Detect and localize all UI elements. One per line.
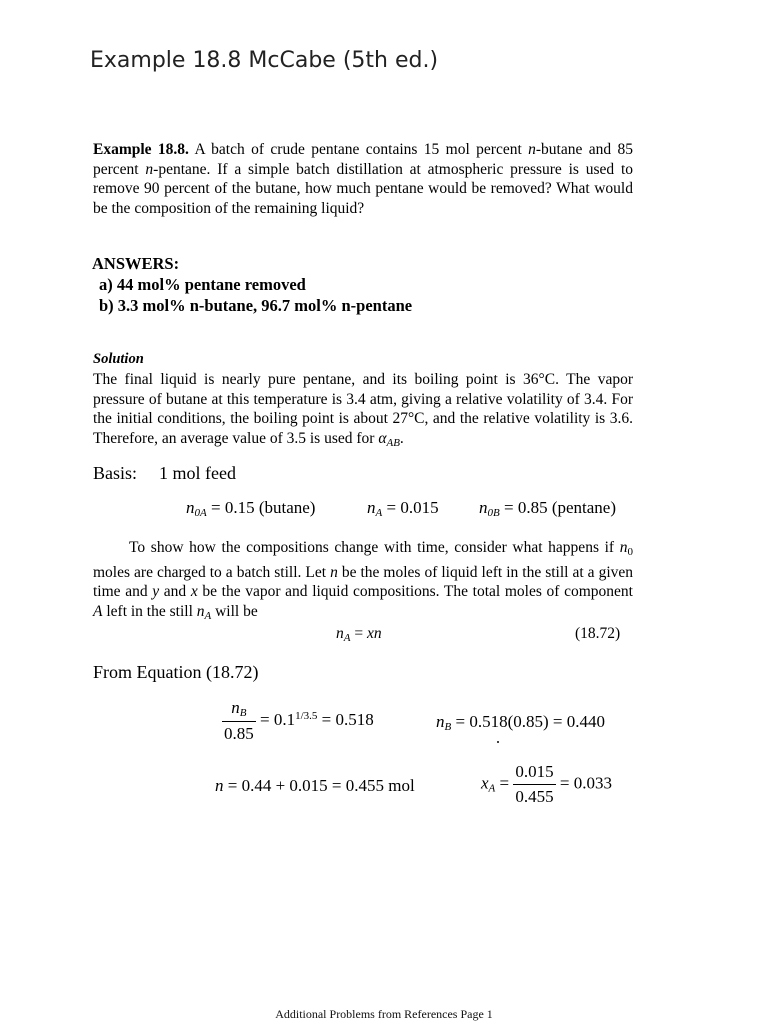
problem-label: Example 18.8. [93,141,189,158]
calc-result: = 0.518(0.85) = 0.440 [451,712,605,731]
calc-result: = 0.518 [317,709,374,729]
solution-text [93,370,633,453]
calc-n-total [215,776,415,796]
basis-equation-1 [186,498,315,519]
para-text: be the moles of liquid left in the still at a given time and [93,563,633,600]
calc-text: = 0.44 + 0.015 = 0.455 mol [223,776,415,795]
problem-statement [93,140,633,218]
problem-text: -butane and 85 percent [93,141,633,178]
para-text: be the vapor and liquid compositions. The total moles of component [197,583,633,600]
fraction-nb-over-085 [222,698,256,744]
basis-eq-value: = 0.15 (butane) [206,498,316,517]
para-text: and [159,583,191,600]
para-text: To show how the compositions change with time, consider what happens if [129,539,620,556]
problem-text: A batch of crude pentane contains 15 mol percent [188,141,529,158]
subscript: 0B [487,507,500,519]
basis-eq-value: = 0.015 [382,498,439,517]
paragraph-compositions [93,538,633,626]
var-n: n [215,776,224,795]
fraction-numerator: 0.015 [513,762,555,785]
var-n: n [619,539,628,556]
answers-block [92,253,412,316]
var-n: n [145,160,154,178]
answer-b: b) 3.3 mol% n-butane, 96.7 mol% n-pentane [99,296,413,315]
solution-body: The final liquid is nearly pure pentane, and its boiling point is 36°C. The vapor pressure of butane at this temperature is 3.4 atm, giving a relative volatility of 3.4. For the initial conditions, the boiling point is about 27°C, and the relative volatility is 3.6. Therefore, an average value of 3.5 is used for [93,371,633,447]
calc-text: = 0.1 [255,709,296,729]
basis-eq-value: = 0.85 (pentane) [499,498,617,517]
var-x: x [481,773,489,793]
var-y: y [152,583,160,600]
calc-result: = 0.033 [555,773,612,793]
para-text: will be [211,602,258,620]
equals: = [350,625,367,642]
basis-equation-2 [367,498,439,519]
basis-line [93,463,236,484]
var-n: n [196,602,205,620]
superscript: 1/3.5 [295,709,318,722]
page-footer: Additional Problems from References Page 1 [275,1007,493,1021]
var-n: n [367,498,376,517]
problem-text: -pentane. If a simple batch distillation at atmospheric pressure is used to remove 90 percent of the butane, how much pentane would be removed? What would be the composition of the remaining liquid? [93,160,634,217]
subscript: B [444,721,452,733]
calc-nb-value [436,712,605,733]
var-n: n [336,625,344,642]
subscript: A [488,782,496,795]
para-text: moles are charged to a batch still. Let [93,563,331,581]
period: . [399,429,404,447]
var-A: A [93,602,103,620]
stray-mark [497,741,499,743]
subscript: 0A [194,507,207,519]
var-n: n [528,141,536,158]
var-n: n [186,498,195,517]
answers-heading: ANSWERS: [92,254,180,273]
basis-equation-3 [479,498,616,519]
equation-18-72 [336,625,382,644]
alpha-symbol: α [378,429,387,447]
var-n: n [479,498,488,517]
subscript: A [375,507,383,519]
calc-nb-ratio [222,698,374,744]
page-title: Example 18.8 McCabe (5th ed.) [90,48,439,73]
basis-label: Basis: [93,463,138,483]
equals: = [495,773,514,793]
var-x: x [190,583,198,600]
para-text: left in the still [102,602,197,620]
alpha-subscript: AB [386,436,400,449]
subscript: 0 [627,546,633,558]
answer-a: a) 44 mol% pentane removed [99,275,306,294]
var-n: n [330,563,338,581]
calc-xa [481,762,612,807]
subscript: A [204,609,212,622]
var-xn: xn [366,625,382,642]
fraction-015-over-0455 [513,762,555,807]
from-equation-heading: From Equation (18.72) [93,662,259,682]
subscript: B [239,707,247,719]
fraction-denominator: 0.455 [515,787,554,806]
var-n: n [436,712,445,731]
solution-heading: Solution [93,351,144,367]
subscript: A [343,632,351,644]
fraction-denominator: 0.85 [224,724,254,743]
equation-number: (18.72) [575,625,621,642]
basis-value: 1 mol feed [159,463,236,483]
var-n: n [231,698,240,717]
